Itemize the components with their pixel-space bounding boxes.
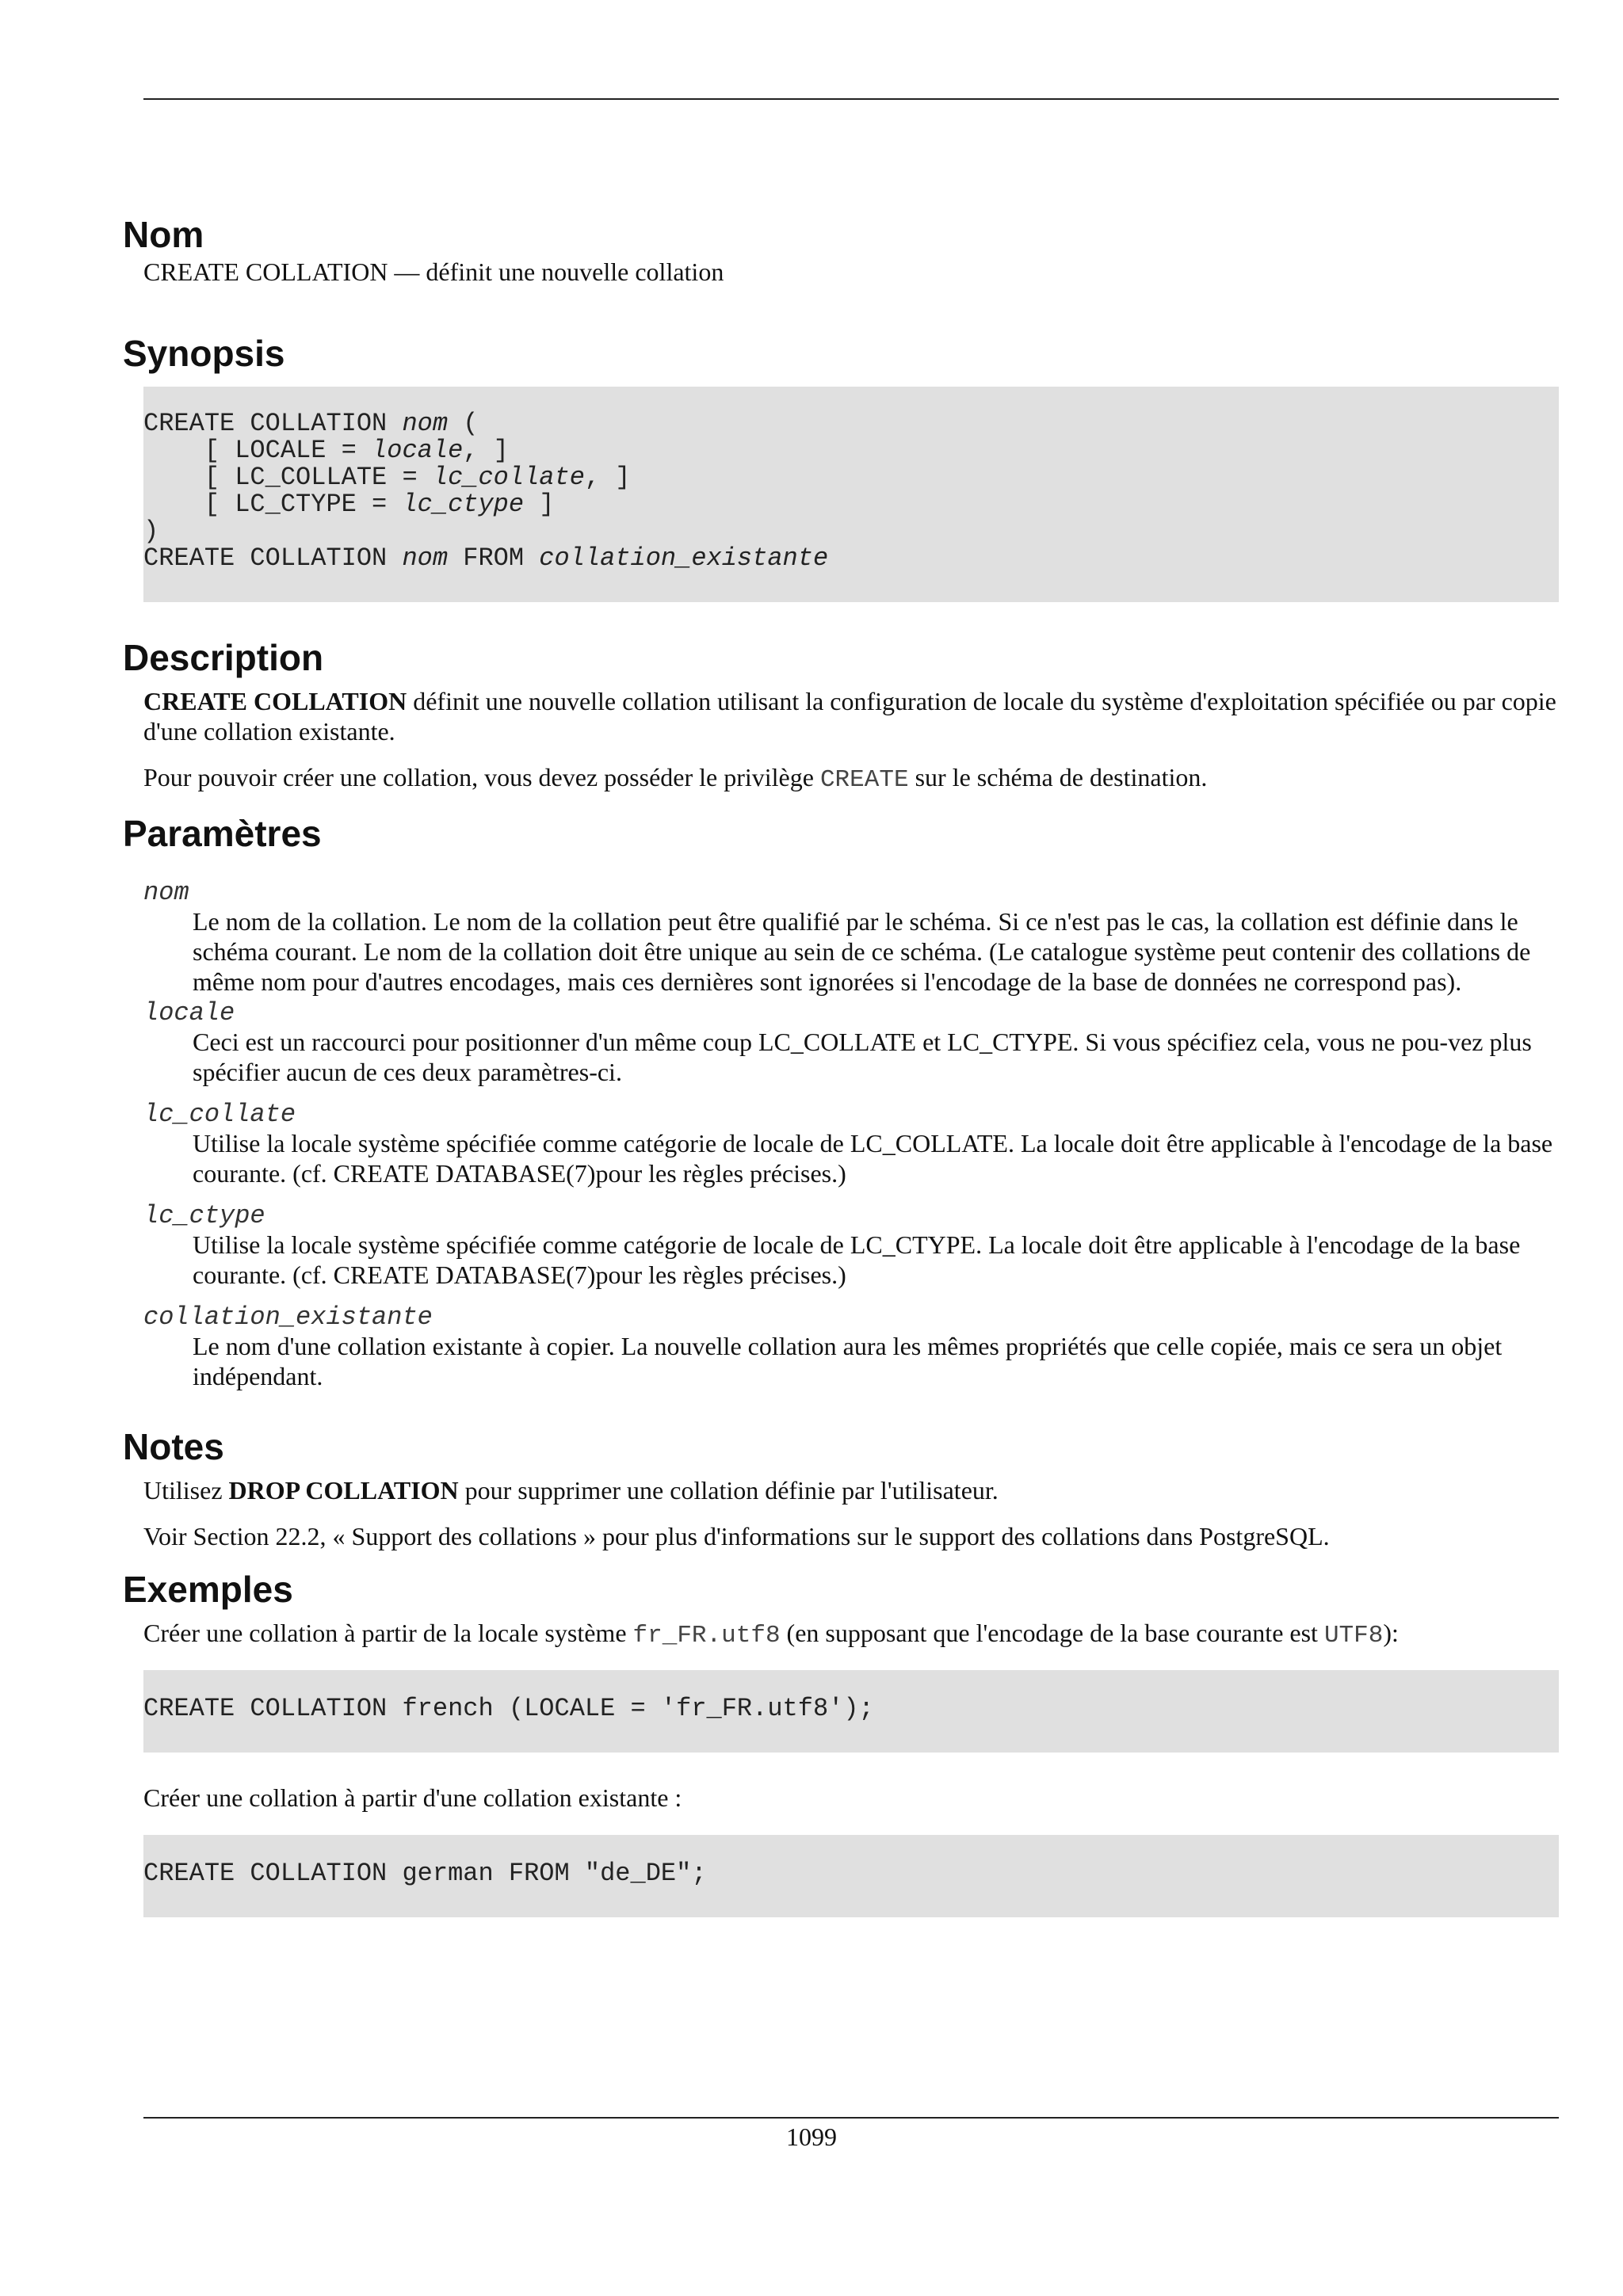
nom-line: CREATE COLLATION — définit une nouvelle collation — [143, 257, 724, 286]
parameter-definition: Le nom de la collation. Le nom de la collation peut être qualifié par le schéma. Si ce n'est pas le cas, la collation est définie dans le schéma courant. Le nom de la collation doit être unique au sein de ce schéma. (Le catalogue système peut contenir des collations de même nom pour d'autres encodages, mais ces dernières sont ignorées si l'encodage de la base de données ne correspond pas). — [193, 907, 1531, 996]
example-code-block-1: CREATE COLLATION french (LOCALE = 'fr_FR.utf8'); — [143, 1670, 1559, 1753]
description-body — [143, 686, 1559, 795]
inline-code: CREATE — [819, 766, 909, 794]
code-param: nom — [402, 409, 449, 438]
code-text: , ] — [463, 436, 509, 465]
code-text: , ] — [584, 463, 631, 492]
code-param: locale — [372, 436, 464, 465]
code-text: FROM — [448, 543, 540, 573]
code-param: nom — [402, 543, 449, 573]
section-title-description: Description — [123, 637, 324, 678]
example-code-block-2: CREATE COLLATION german FROM "de_DE"; — [143, 1835, 1559, 1917]
inline-code: fr_FR.utf8 — [632, 1622, 781, 1650]
exemples-paragraph-1 — [143, 1618, 1559, 1651]
command-name: DROP COLLATION — [228, 1476, 459, 1505]
parameter-definition: Ceci est un raccourci pour positionner d'un même coup LC_COLLATE et LC_CTYPE. Si vous spécifiez cela, vous ne pou-vez plus spécifier aucun de ces deux paramètres-ci. — [193, 1028, 1532, 1086]
synopsis-code-block — [143, 387, 1559, 602]
code-text: [ LC_CTYPE = — [143, 490, 403, 519]
section-title-nom: Nom — [123, 214, 204, 255]
inline-code: UTF8 — [1323, 1622, 1384, 1650]
parameter-term: locale — [143, 998, 235, 1028]
parameter-definition: Utilise la locale système spécifiée comme catégorie de locale de LC_CTYPE. La locale doit être applicable à l'encodage de la base courante. (cf. CREATE DATABASE(7)pour les règles précises.) — [193, 1230, 1521, 1289]
description-paragraph-1 — [143, 686, 1559, 746]
header-rule — [143, 98, 1559, 100]
footer-rule — [143, 2117, 1559, 2119]
parameter-term: lc_ctype — [143, 1201, 265, 1230]
parameter-term: collation_existante — [143, 1302, 433, 1332]
code-text: [ LC_COLLATE = — [143, 463, 433, 492]
code-param: collation_existante — [539, 543, 829, 573]
code-param: lc_collate — [432, 463, 585, 492]
notes-paragraph-2: Voir Section 22.2, « Support des collations » pour plus d'informations sur le support des collations dans PostgreSQL. — [143, 1522, 1330, 1550]
page-number: 1099 — [786, 2122, 837, 2151]
description-paragraph-2 — [143, 762, 1559, 795]
code-text: [ LOCALE = — [143, 436, 372, 465]
page-content — [123, 212, 1559, 1917]
parameter-term: nom — [143, 878, 189, 907]
nom-text — [143, 257, 1559, 287]
code-text: CREATE COLLATION — [143, 543, 403, 573]
description-text: définit une nouvelle collation utilisant la configuration de locale du système d'exploitation spécifiée ou par copie d'une collation existante. — [143, 687, 1556, 746]
exemples-body-2 — [143, 1783, 1559, 1813]
section-title-exemples: Exemples — [123, 1569, 293, 1610]
code-text: ) — [143, 517, 159, 546]
description-text: sur le schéma de destination. — [908, 763, 1208, 791]
exemples-body — [143, 1618, 1559, 1651]
section-title-notes: Notes — [123, 1426, 224, 1467]
command-name: CREATE COLLATION — [143, 687, 407, 715]
notes-text: Utilisez — [143, 1476, 229, 1505]
exemples-text: (en supposant que l'encodage de la base courante est — [780, 1619, 1324, 1647]
notes-body — [143, 1475, 1559, 1551]
parameter-definition: Le nom d'une collation existante à copier. La nouvelle collation aura les mêmes propriétés que celle copiée, mais ce sera un objet indépendant. — [193, 1332, 1503, 1390]
parameter-list — [143, 879, 1559, 1391]
parameter-term: lc_collate — [143, 1100, 296, 1129]
notes-paragraph-1 — [143, 1475, 1559, 1505]
exemples-paragraph-2: Créer une collation à partir d'une collation existante : — [143, 1783, 682, 1812]
exemples-text: ): — [1383, 1619, 1399, 1647]
description-text: Pour pouvoir créer une collation, vous devez posséder le privilège — [143, 763, 820, 791]
exemples-text: Créer une collation à partir de la locale système — [143, 1619, 633, 1647]
code-text: ] — [524, 490, 555, 519]
section-title-synopsis: Synopsis — [123, 333, 285, 374]
parameter-definition: Utilise la locale système spécifiée comme catégorie de locale de LC_COLLATE. La locale doit être applicable à l'encodage de la base courante. (cf. CREATE DATABASE(7)pour les règles précises.) — [193, 1129, 1553, 1188]
code-text: CREATE COLLATION — [143, 409, 403, 438]
section-title-parametres: Paramètres — [123, 813, 322, 854]
code-param: lc_ctype — [402, 490, 525, 519]
notes-text: pour supprimer une collation définie par l'utilisateur. — [458, 1476, 999, 1505]
code-text: ( — [448, 409, 479, 438]
parametres-body — [143, 879, 1559, 1391]
